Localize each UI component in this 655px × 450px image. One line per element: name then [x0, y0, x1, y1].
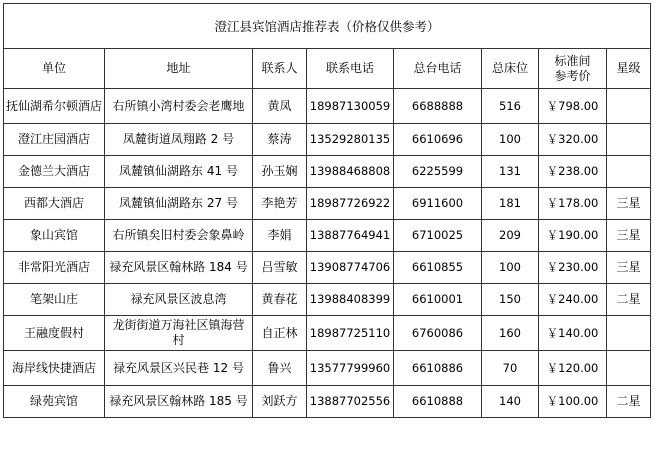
cell-contact: 李艳芳 — [253, 188, 307, 220]
cell-star — [607, 124, 651, 156]
cell-unit: 抚仙湖希尔顿酒店 — [4, 89, 105, 124]
cell-unit: 澄江庄园酒店 — [4, 124, 105, 156]
cell-star — [607, 156, 651, 188]
cell-unit: 非常阳光酒店 — [4, 252, 105, 284]
cell-unit: 西都大酒店 — [4, 188, 105, 220]
cell-beds: 140 — [482, 386, 539, 418]
cell-unit: 金德兰大酒店 — [4, 156, 105, 188]
cell-phone: 18987130059 — [307, 89, 394, 124]
cell-price: ￥320.00 — [539, 124, 607, 156]
cell-desk-phone: 6610886 — [394, 351, 482, 386]
cell-contact: 自正林 — [253, 316, 307, 351]
cell-address: 禄充风景区兴民巷 12 号 — [105, 351, 253, 386]
cell-desk-phone: 6760086 — [394, 316, 482, 351]
cell-contact: 刘跃方 — [253, 386, 307, 418]
cell-beds: 70 — [482, 351, 539, 386]
cell-beds: 516 — [482, 89, 539, 124]
cell-phone: 13908774706 — [307, 252, 394, 284]
cell-desk-phone: 6911600 — [394, 188, 482, 220]
cell-star — [607, 351, 651, 386]
cell-address: 凤麓镇仙湖路东 27 号 — [105, 188, 253, 220]
cell-contact: 吕雪敏 — [253, 252, 307, 284]
cell-address: 禄充风景区翰林路 184 号 — [105, 252, 253, 284]
header-row — [4, 49, 651, 89]
cell-desk-phone: 6610696 — [394, 124, 482, 156]
cell-phone: 13887764941 — [307, 220, 394, 252]
cell-price: ￥240.00 — [539, 284, 607, 316]
cell-address: 右所镇小湾村委会老鹰地 — [105, 89, 253, 124]
header-star: 星级 — [607, 49, 651, 89]
cell-unit: 海岸线快捷酒店 — [4, 351, 105, 386]
cell-beds: 160 — [482, 316, 539, 351]
cell-unit: 笔架山庄 — [4, 284, 105, 316]
table-row — [4, 156, 651, 188]
cell-beds: 100 — [482, 252, 539, 284]
table-row — [4, 284, 651, 316]
cell-contact: 黄春花 — [253, 284, 307, 316]
cell-address: 禄充风景区波息湾 — [105, 284, 253, 316]
cell-star: 三星 — [607, 188, 651, 220]
cell-star: 二星 — [607, 386, 651, 418]
cell-desk-phone: 6225599 — [394, 156, 482, 188]
cell-star: 二星 — [607, 284, 651, 316]
cell-phone: 13577799960 — [307, 351, 394, 386]
cell-desk-phone: 6610855 — [394, 252, 482, 284]
cell-contact: 李娟 — [253, 220, 307, 252]
hotel-table — [3, 3, 651, 418]
cell-address: 龙街街道万海社区镇海营村 — [105, 316, 253, 351]
cell-contact: 黄凤 — [253, 89, 307, 124]
cell-desk-phone: 6710025 — [394, 220, 482, 252]
cell-unit: 绿苑宾馆 — [4, 386, 105, 418]
table-title: 澄江县宾馆酒店推荐表（价格仅供参考） — [4, 4, 651, 49]
header-phone: 联系电话 — [307, 49, 394, 89]
table-row — [4, 351, 651, 386]
cell-phone: 13988408399 — [307, 284, 394, 316]
cell-beds: 181 — [482, 188, 539, 220]
cell-star — [607, 316, 651, 351]
table-container — [3, 3, 651, 418]
cell-phone: 13887702556 — [307, 386, 394, 418]
table-row — [4, 220, 651, 252]
cell-phone: 18987725110 — [307, 316, 394, 351]
cell-star — [607, 89, 651, 124]
cell-address: 凤麓街道凤翔路 2 号 — [105, 124, 253, 156]
header-unit: 单位 — [4, 49, 105, 89]
cell-beds: 131 — [482, 156, 539, 188]
cell-unit: 王融度假村 — [4, 316, 105, 351]
table-row — [4, 188, 651, 220]
cell-phone: 13988468808 — [307, 156, 394, 188]
cell-address: 凤麓镇仙湖路东 41 号 — [105, 156, 253, 188]
header-address: 地址 — [105, 49, 253, 89]
cell-phone: 18987726922 — [307, 188, 394, 220]
header-contact: 联系人 — [253, 49, 307, 89]
table-row — [4, 316, 651, 351]
cell-star: 三星 — [607, 220, 651, 252]
cell-contact: 孙玉娴 — [253, 156, 307, 188]
cell-star: 三星 — [607, 252, 651, 284]
cell-beds: 150 — [482, 284, 539, 316]
cell-desk-phone: 6688888 — [394, 89, 482, 124]
header-price: 标准间 参考价 — [539, 49, 607, 89]
table-row — [4, 124, 651, 156]
title-row — [4, 4, 651, 49]
cell-unit: 象山宾馆 — [4, 220, 105, 252]
cell-price: ￥120.00 — [539, 351, 607, 386]
cell-address: 禄充风景区翰林路 185 号 — [105, 386, 253, 418]
table-row — [4, 386, 651, 418]
cell-desk-phone: 6610888 — [394, 386, 482, 418]
table-row — [4, 252, 651, 284]
cell-price: ￥190.00 — [539, 220, 607, 252]
cell-contact: 鲁兴 — [253, 351, 307, 386]
cell-phone: 13529280135 — [307, 124, 394, 156]
cell-price: ￥178.00 — [539, 188, 607, 220]
cell-beds: 209 — [482, 220, 539, 252]
cell-price: ￥238.00 — [539, 156, 607, 188]
header-desk-phone: 总台电话 — [394, 49, 482, 89]
cell-price: ￥798.00 — [539, 89, 607, 124]
cell-contact: 蔡涛 — [253, 124, 307, 156]
header-beds: 总床位 — [482, 49, 539, 89]
cell-price: ￥140.00 — [539, 316, 607, 351]
cell-price: ￥100.00 — [539, 386, 607, 418]
cell-address: 右所镇矣旧村委会象鼻岭 — [105, 220, 253, 252]
cell-beds: 100 — [482, 124, 539, 156]
table-row — [4, 89, 651, 124]
cell-desk-phone: 6610001 — [394, 284, 482, 316]
cell-price: ￥230.00 — [539, 252, 607, 284]
